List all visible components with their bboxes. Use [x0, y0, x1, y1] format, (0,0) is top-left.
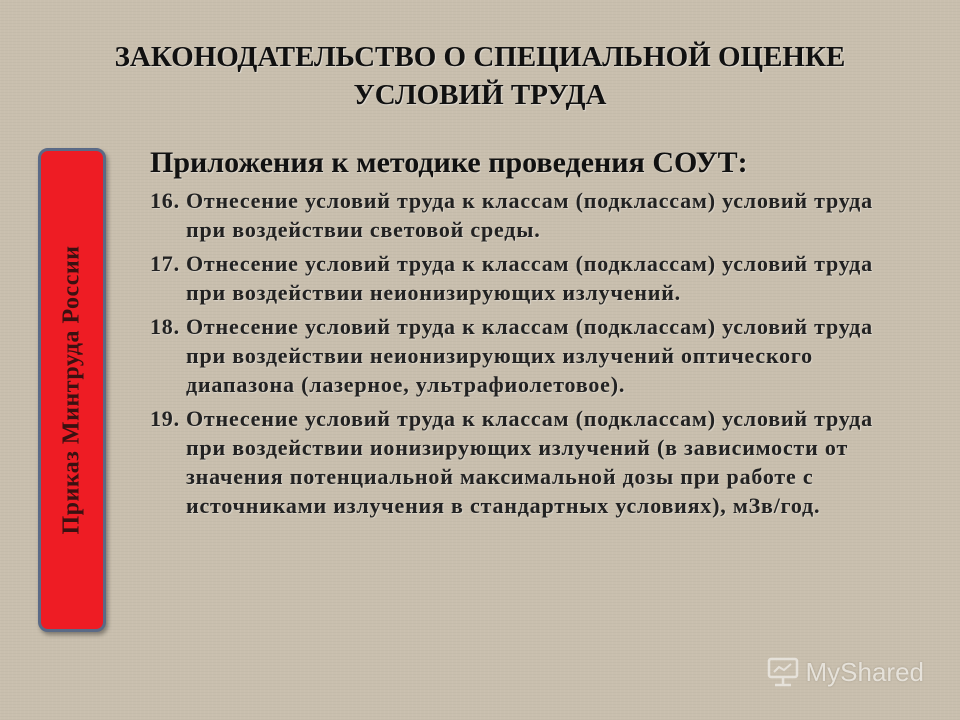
- slide-title-line-2: УСЛОВИЙ ТРУДА: [353, 79, 607, 111]
- slide-title-line-1: ЗАКОНОДАТЕЛЬСТВО О СПЕЦИАЛЬНОЙ ОЦЕНКЕ: [114, 41, 846, 73]
- list-item: [150, 249, 880, 307]
- presentation-board-icon: [766, 656, 800, 688]
- section-subtitle: Приложения к методике проведения СОУТ:: [150, 146, 748, 179]
- list-item-text: Отнесение условий труда к классам (подклассам) условий труда при воздействии ионизирующих излучений (в зависимости от значения потенциальной максимальной дозы при работе с источниками излучения в стандартных условиях), мЗв/год.: [186, 406, 873, 518]
- list-item: [150, 404, 880, 520]
- watermark: [766, 656, 925, 688]
- list-item-text: Отнесение условий труда к классам (подклассам) условий труда при воздействии неионизирующих излучений.: [186, 251, 873, 305]
- list-item-text: Отнесение условий труда к классам (подклассам) условий труда при воздействии световой среды.: [186, 188, 873, 242]
- watermark-text: MyShared: [805, 656, 924, 687]
- list-item: [150, 186, 880, 244]
- list-item-number: 19.: [150, 406, 180, 431]
- appendix-list: [150, 186, 880, 525]
- list-item-number: 17.: [150, 251, 180, 276]
- list-item-text: Отнесение условий труда к классам (подклассам) условий труда при воздействии неионизирующих излучений оптического диапазона (лазерное, ультрафиолетовое).: [186, 314, 873, 397]
- slide-title: [0, 38, 960, 114]
- side-tab: [38, 148, 106, 632]
- side-tab-label: Приказ Минтруда России: [58, 245, 85, 535]
- list-item-number: 18.: [150, 314, 180, 339]
- list-item: [150, 312, 880, 399]
- list-item-number: 16.: [150, 188, 180, 213]
